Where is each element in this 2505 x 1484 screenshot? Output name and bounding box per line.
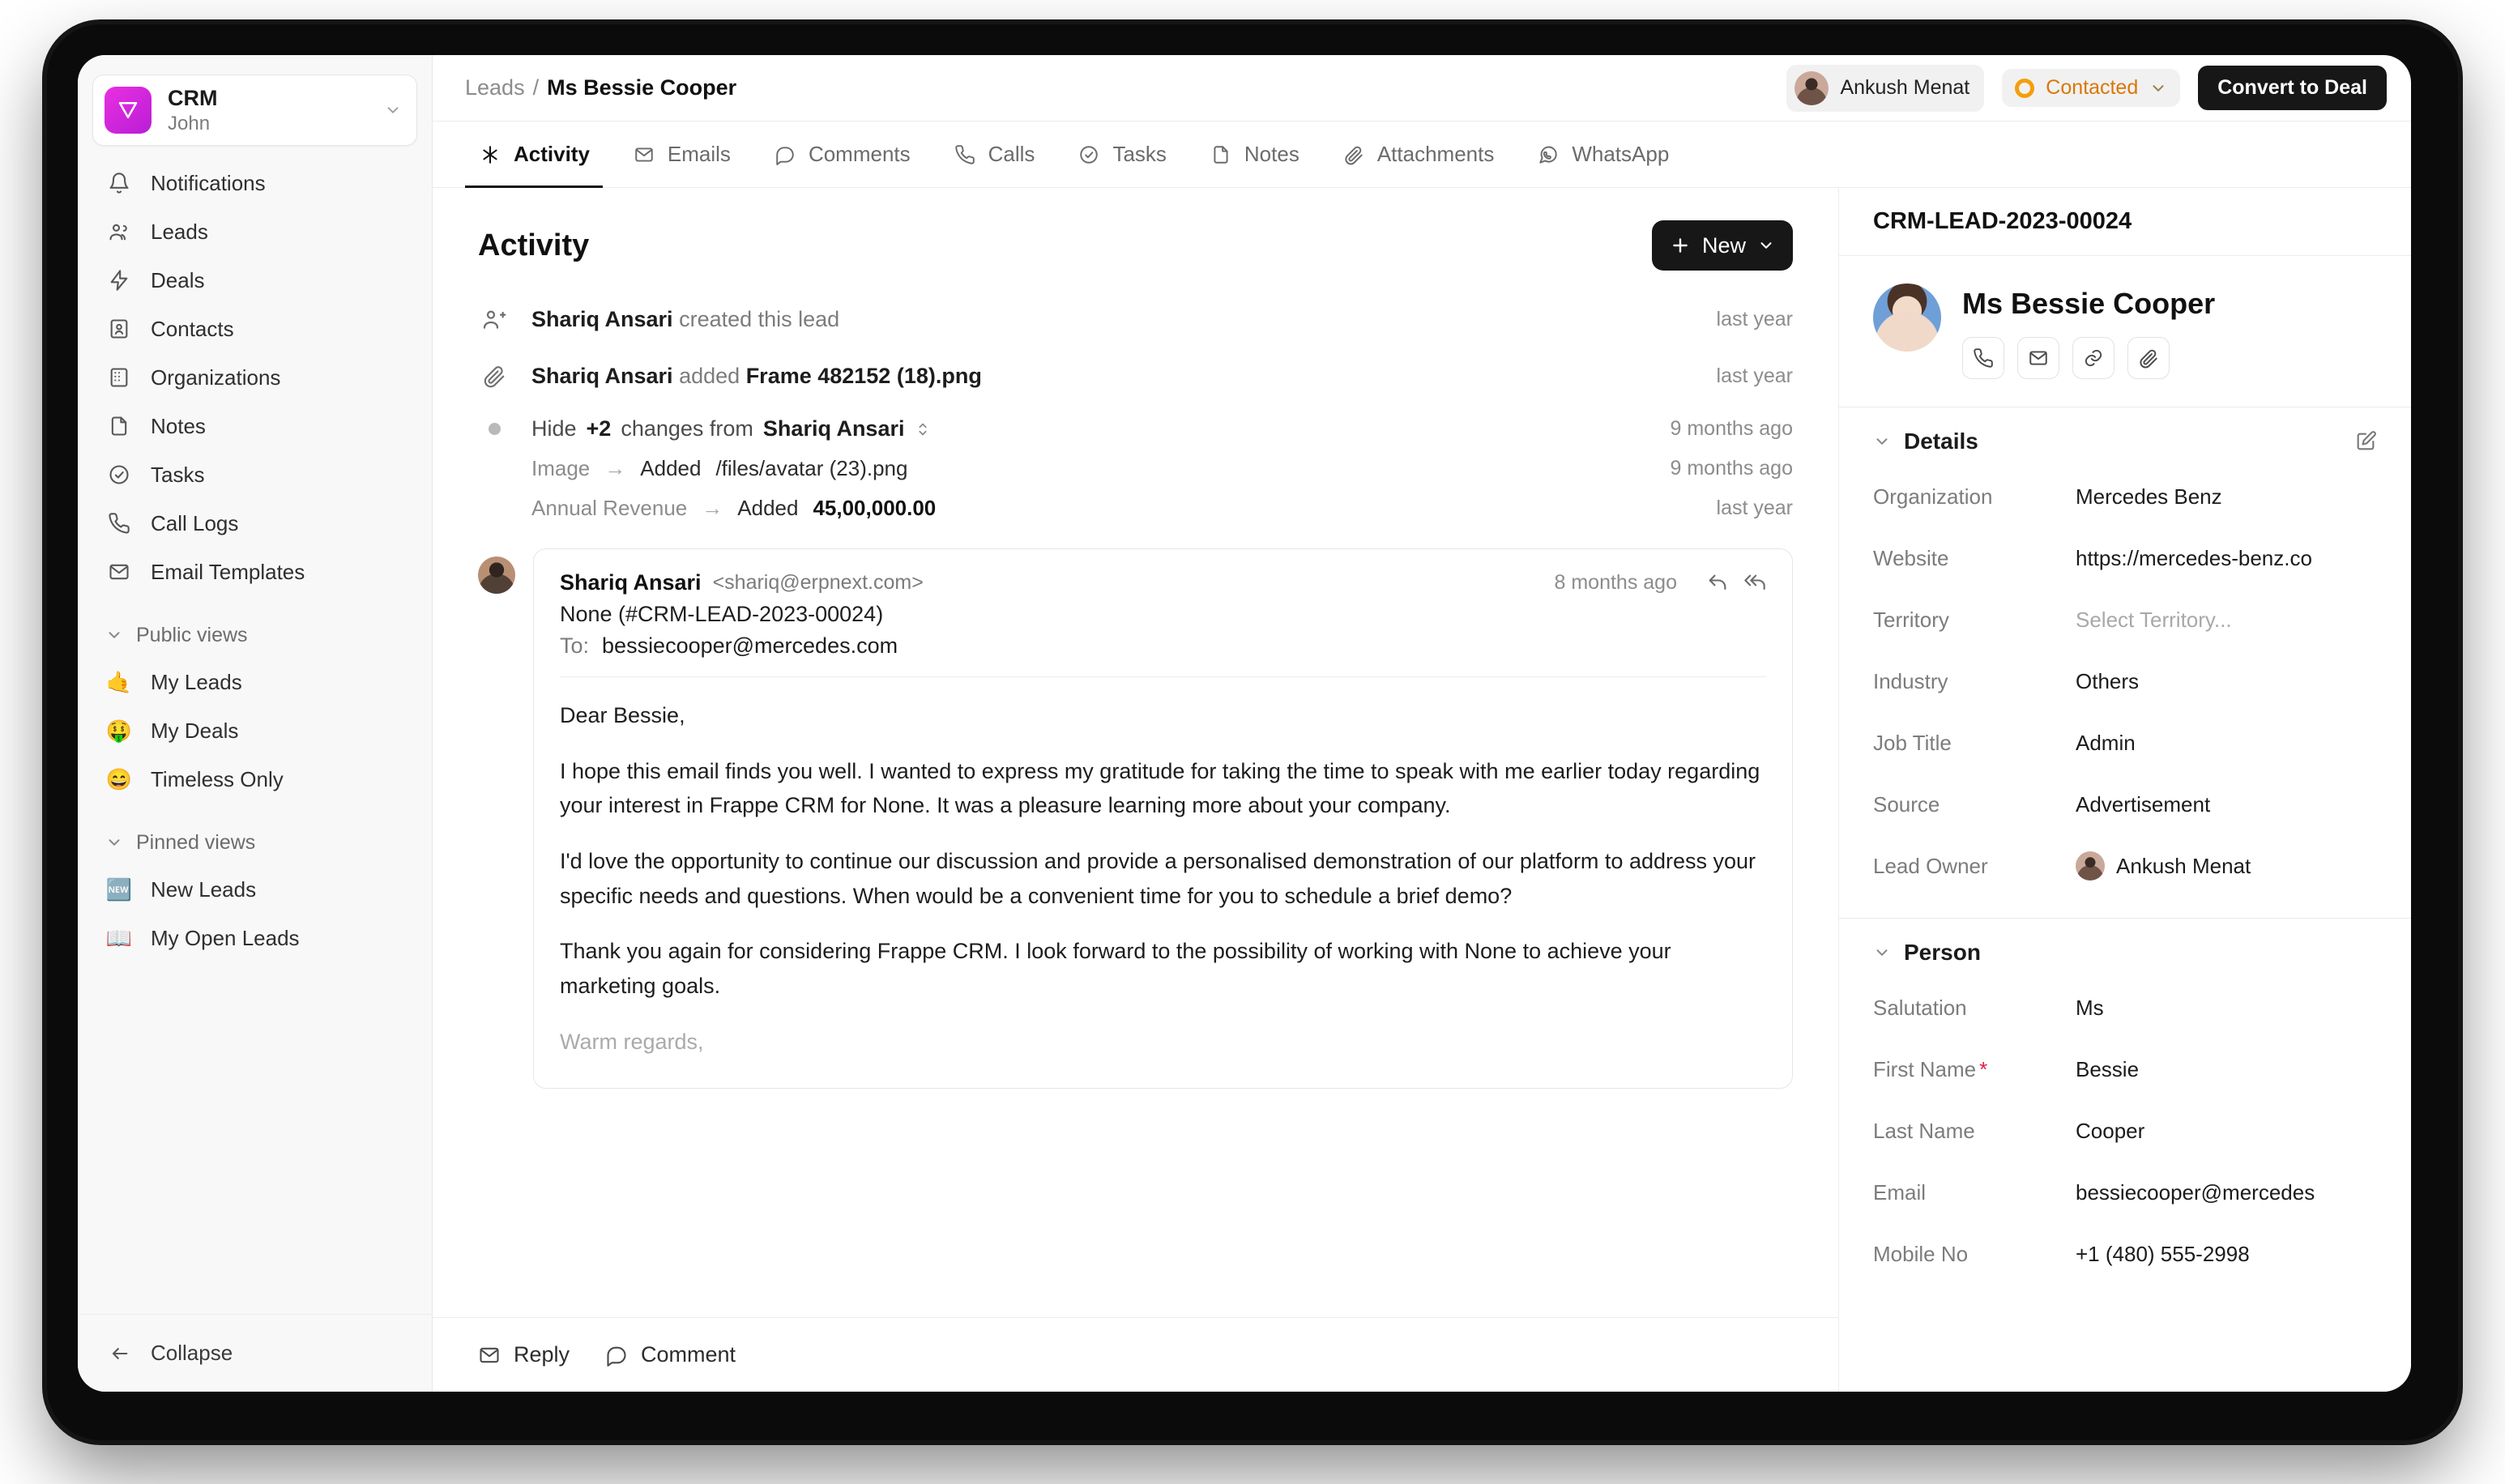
sidebar-item-timeless-only[interactable] xyxy=(92,755,417,804)
attachment-icon[interactable] xyxy=(2127,337,2170,379)
email-icon[interactable] xyxy=(2017,337,2059,379)
field-row-organization[interactable] xyxy=(1873,466,2377,527)
content-area xyxy=(433,188,2411,1392)
sidebar-item-organizations[interactable] xyxy=(92,353,417,402)
status-label: Contacted xyxy=(2046,76,2139,99)
sidebar-item-label: Organizations xyxy=(151,365,281,390)
person-title: Person xyxy=(1904,940,1981,965)
event-action: added xyxy=(679,363,740,388)
activity-event xyxy=(478,303,1793,335)
record-side-panel xyxy=(1839,188,2411,1392)
field-row-lead-owner[interactable] xyxy=(1873,835,2377,897)
comment-button[interactable] xyxy=(605,1342,736,1367)
field-value: Admin xyxy=(2076,730,2136,755)
avatar xyxy=(1794,71,1829,105)
field-value: Advertisement xyxy=(2076,791,2211,817)
tab-emails[interactable] xyxy=(611,122,752,187)
change-action: Added xyxy=(737,496,799,520)
section-pinned-views[interactable] xyxy=(92,821,417,864)
main-area xyxy=(433,55,2411,1392)
tab-activity[interactable] xyxy=(457,122,611,187)
reply-all-icon[interactable] xyxy=(1743,572,1766,595)
arrow-right-icon: → xyxy=(604,456,626,480)
record-person-header xyxy=(1839,256,2411,407)
comment-icon xyxy=(773,143,797,167)
event-time: last year xyxy=(1716,307,1793,330)
tab-comments[interactable] xyxy=(752,122,932,187)
record-person-info xyxy=(1962,284,2215,379)
avatar xyxy=(478,556,515,594)
activity-event-text xyxy=(531,307,839,332)
tasks-icon xyxy=(105,461,133,488)
hide-label: Hide xyxy=(531,416,577,441)
email-time: 8 months ago xyxy=(1554,571,1677,594)
field-value: Ankush Menat xyxy=(2116,853,2251,878)
field-value-wrapper xyxy=(2076,851,2377,881)
phone-icon xyxy=(953,143,977,167)
person-add-icon xyxy=(478,303,510,335)
email-paragraph: Thank you again for considering Frappe CRM. I look forward to the possibility of working with None to achieve your marketing goals. xyxy=(560,939,1671,998)
activity-event-text xyxy=(531,364,982,389)
tab-label: Emails xyxy=(667,142,731,166)
field-label: Mobile No xyxy=(1873,1241,1969,1266)
change-action: Added xyxy=(640,456,702,480)
chevron-down-icon[interactable] xyxy=(384,101,405,119)
comment-label: Comment xyxy=(641,1342,736,1367)
tab-label: Calls xyxy=(988,142,1035,166)
event-action: created this lead xyxy=(679,306,840,331)
money-face-emoji-icon: 🤑 xyxy=(105,718,133,743)
phone-icon[interactable] xyxy=(1962,337,2004,379)
sidebar-item-label: My Open Leads xyxy=(151,925,300,950)
sidebar-item-label: Tasks xyxy=(151,462,205,487)
field-value: Ms xyxy=(2076,995,2104,1020)
hide-changes-toggle[interactable] xyxy=(531,416,932,441)
email-icon xyxy=(632,143,656,167)
sidebar-item-label: Timeless Only xyxy=(151,766,284,791)
sidebar-item-label: My Leads xyxy=(151,669,242,694)
sidebar-item-label: Notes xyxy=(151,413,206,438)
assignee-chip[interactable] xyxy=(1786,65,1984,112)
field-label: Job Title xyxy=(1873,730,1952,755)
activity-change-group xyxy=(478,416,1793,441)
email-body xyxy=(560,698,1766,1059)
details-fields xyxy=(1839,466,2411,911)
tab-label: Tasks xyxy=(1112,142,1167,166)
email-activity-block xyxy=(478,548,1793,1089)
field-value: +1 (480) 555-2998 xyxy=(2076,1241,2250,1266)
top-bar xyxy=(433,55,2411,122)
email-sender: Shariq Ansari xyxy=(560,570,702,595)
avatar xyxy=(1873,284,1941,352)
task-icon xyxy=(1077,143,1101,167)
email-paragraph: Dear Bessie, xyxy=(560,703,685,727)
email-actions xyxy=(1706,572,1766,595)
field-row-source[interactable] xyxy=(1873,774,2377,835)
chevron-down-icon xyxy=(1757,237,1775,254)
brand-text xyxy=(168,85,368,135)
field-label: Industry xyxy=(1873,668,1948,693)
new-activity-button[interactable] xyxy=(1652,220,1793,271)
contacts-icon xyxy=(105,315,133,343)
breadcrumb-leads[interactable]: Leads xyxy=(465,75,525,100)
person-fields xyxy=(1839,977,2411,1299)
organizations-icon xyxy=(105,364,133,391)
change-count: +2 xyxy=(586,416,612,441)
status-badge[interactable] xyxy=(2002,69,2180,107)
changes-label: changes from xyxy=(621,416,753,441)
email-header xyxy=(560,570,1766,595)
chevron-down-icon xyxy=(105,626,123,644)
activity-scroll-region[interactable] xyxy=(433,188,1838,1317)
change-row xyxy=(531,496,1793,521)
sidebar-item-leads[interactable] xyxy=(92,207,417,256)
email-card[interactable] xyxy=(533,548,1793,1089)
note-icon xyxy=(1209,143,1233,167)
change-time: 9 months ago xyxy=(1670,457,1793,480)
email-paragraph: I hope this email finds you well. I wanted to express my gratitude for taking the time to speak with me earlier today regarding your interest in Frappe CRM for None. It was a pleasure learning more about your company. xyxy=(560,758,1760,818)
attachment-icon xyxy=(1342,143,1366,167)
sidebar-item-deals[interactable] xyxy=(92,256,417,305)
hand-emoji-icon: 🤙 xyxy=(105,669,133,694)
sidebar-item-label: Notifications xyxy=(151,170,266,195)
record-id-row xyxy=(1839,188,2411,256)
sidebar-item-label: Call Logs xyxy=(151,510,239,535)
field-row-salutation[interactable] xyxy=(1873,977,2377,1038)
reply-button[interactable] xyxy=(478,1342,570,1367)
email-paragraph: Warm regards, xyxy=(560,1029,704,1054)
tab-label: Activity xyxy=(514,142,590,166)
sidebar-item-label: New Leads xyxy=(151,876,257,902)
breadcrumb xyxy=(465,75,736,100)
tab-calls[interactable] xyxy=(932,122,1056,187)
brand-username: John xyxy=(168,112,211,134)
leads-icon xyxy=(105,218,133,245)
breadcrumb-separator: / xyxy=(532,75,540,100)
smile-emoji-icon: 😄 xyxy=(105,766,133,791)
attachment-icon xyxy=(478,360,510,392)
workspace-switcher[interactable] xyxy=(92,75,417,146)
quick-actions xyxy=(1962,337,2215,379)
sidebar-item-call-logs[interactable] xyxy=(92,499,417,548)
sidebar-item-label: My Deals xyxy=(151,718,239,743)
sidebar-item-my-leads[interactable] xyxy=(92,658,417,706)
tab-tasks[interactable] xyxy=(1056,122,1187,187)
bell-icon xyxy=(105,169,133,197)
sidebar-item-label: Deals xyxy=(151,267,205,292)
link-icon[interactable] xyxy=(2072,337,2115,379)
email-to-label: To: xyxy=(560,633,590,658)
change-value: /files/avatar (23).png xyxy=(715,456,908,480)
field-value: Cooper xyxy=(2076,1118,2145,1143)
sidebar xyxy=(78,55,433,1392)
whatsapp-icon xyxy=(1536,143,1560,167)
notes-icon xyxy=(105,412,133,440)
change-field: Annual Revenue xyxy=(531,496,688,520)
email-icon xyxy=(478,1344,501,1367)
field-row-territory[interactable] xyxy=(1873,589,2377,650)
email-subject: None (#CRM-LEAD-2023-00024) xyxy=(560,602,884,626)
arrow-right-icon: → xyxy=(702,496,723,520)
field-label-wrapper xyxy=(1873,1057,2076,1082)
change-row xyxy=(531,456,1793,481)
collapse-icon xyxy=(105,1340,133,1367)
field-label: Source xyxy=(1873,791,1940,817)
event-actor: Shariq Ansari xyxy=(531,363,673,388)
change-time: last year xyxy=(1716,497,1793,519)
section-label: Pinned views xyxy=(136,830,256,854)
chevron-down-icon xyxy=(2149,79,2167,97)
book-emoji-icon: 📖 xyxy=(105,925,133,950)
chevron-down-icon xyxy=(105,834,123,851)
comment-icon xyxy=(605,1344,628,1367)
plus-icon xyxy=(1670,235,1691,256)
change-value: 45,00,000.00 xyxy=(813,496,937,520)
field-label: First Name xyxy=(1873,1056,1977,1081)
field-value: https://mercedes-benz.co xyxy=(2076,545,2312,570)
chevron-down-icon xyxy=(1873,944,1891,962)
tab-label: WhatsApp xyxy=(1572,142,1670,166)
sidebar-nav xyxy=(78,154,432,962)
breadcrumb-current: Ms Bessie Cooper xyxy=(547,75,737,100)
person-section-header[interactable] xyxy=(1839,919,2411,977)
phone-icon xyxy=(105,510,133,537)
sidebar-item-my-deals[interactable] xyxy=(92,706,417,755)
activity-pane xyxy=(433,188,1839,1392)
sidebar-item-new-leads[interactable] xyxy=(92,865,417,914)
field-label: Organization xyxy=(1873,484,1993,509)
required-marker: * xyxy=(1979,1056,1988,1081)
chevron-down-icon xyxy=(1873,433,1891,450)
collapse-sidebar-button[interactable] xyxy=(78,1314,432,1392)
section-label: Public views xyxy=(136,623,248,646)
brand-title: CRM xyxy=(168,86,218,110)
field-row-first-name[interactable] xyxy=(1873,1038,2377,1100)
status-dot-icon xyxy=(2015,79,2034,98)
email-recipient-row xyxy=(560,633,1766,659)
field-label: Website xyxy=(1873,545,1949,570)
sidebar-item-contacts[interactable] xyxy=(92,305,417,353)
field-row-mobile-no[interactable] xyxy=(1873,1223,2377,1285)
change-field: Image xyxy=(531,456,591,480)
divider xyxy=(560,676,1766,677)
field-value: Mercedes Benz xyxy=(2076,484,2222,509)
activity-footer-bar xyxy=(433,1317,1838,1392)
activity-header xyxy=(478,220,1793,271)
collapse-label: Collapse xyxy=(151,1341,233,1365)
field-row-website[interactable] xyxy=(1873,527,2377,589)
sidebar-item-notes[interactable] xyxy=(92,402,417,450)
field-label: Salutation xyxy=(1873,995,1967,1020)
record-person-name: Ms Bessie Cooper xyxy=(1962,287,2216,320)
section-public-views[interactable] xyxy=(92,614,417,656)
field-row-email[interactable] xyxy=(1873,1162,2377,1223)
event-object: Frame 482152 (18).png xyxy=(745,363,982,388)
convert-to-deal-button[interactable]: Convert to Deal xyxy=(2198,66,2387,110)
field-label: Territory xyxy=(1873,607,1949,632)
reply-icon[interactable] xyxy=(1706,572,1729,595)
edit-icon[interactable] xyxy=(2354,430,2377,453)
sidebar-item-my-open-leads[interactable] xyxy=(92,914,417,962)
field-row-last-name[interactable] xyxy=(1873,1100,2377,1162)
field-label: Email xyxy=(1873,1179,1927,1205)
tab-bar xyxy=(433,122,2411,188)
group-time: 9 months ago xyxy=(1670,417,1793,440)
sidebar-item-label: Email Templates xyxy=(151,559,305,584)
activity-event xyxy=(478,360,1793,392)
new-emoji-icon: 🆕 xyxy=(105,876,133,902)
deals-icon xyxy=(105,267,133,294)
bullet-icon xyxy=(478,423,510,435)
activity-icon xyxy=(478,143,502,167)
sidebar-item-label: Leads xyxy=(151,219,208,244)
tab-notes[interactable] xyxy=(1188,122,1321,187)
sidebar-item-label: Contacts xyxy=(151,316,234,341)
crm-logo-icon xyxy=(105,87,151,134)
record-id: CRM-LEAD-2023-00024 xyxy=(1873,208,2132,234)
change-actor: Shariq Ansari xyxy=(762,416,905,441)
field-row-industry[interactable] xyxy=(1873,650,2377,712)
sidebar-item-email-templates[interactable] xyxy=(92,548,417,596)
sidebar-item-notifications[interactable] xyxy=(92,159,417,207)
field-value: bessiecooper@mercedes xyxy=(2076,1179,2315,1205)
new-button-label: New xyxy=(1701,232,1746,258)
mail-icon xyxy=(105,558,133,586)
field-value: Bessie xyxy=(2076,1056,2140,1081)
tab-attachments[interactable] xyxy=(1321,122,1516,187)
email-to-value: bessiecooper@mercedes.com xyxy=(602,633,898,658)
crm-application xyxy=(78,55,2411,1392)
email-paragraph: I'd love the opportunity to continue our discussion and provide a personalised demonstration of our platform to address your specific needs and questions. When would be a convenient time for you to schedule a brief demo? xyxy=(560,848,1756,908)
assignee-name: Ankush Menat xyxy=(1840,76,1970,99)
event-time: last year xyxy=(1716,364,1793,387)
field-row-job-title[interactable] xyxy=(1873,712,2377,774)
field-label: Last Name xyxy=(1873,1118,1975,1143)
tab-whatsapp[interactable] xyxy=(1515,122,1690,187)
field-value: Select Territory... xyxy=(2076,607,2232,632)
tab-label: Notes xyxy=(1244,142,1299,166)
tab-label: Attachments xyxy=(1376,142,1495,166)
sidebar-item-tasks[interactable] xyxy=(92,450,417,499)
details-section-header[interactable] xyxy=(1839,407,2411,466)
reply-label: Reply xyxy=(514,1342,570,1367)
event-actor: Shariq Ansari xyxy=(531,306,673,331)
field-label: Lead Owner xyxy=(1873,853,1988,878)
details-title: Details xyxy=(1904,429,1978,454)
chevron-updown-icon xyxy=(914,420,932,438)
top-bar-actions xyxy=(1786,65,2387,112)
field-value: Others xyxy=(2076,668,2140,693)
email-sender-address: <shariq@erpnext.com> xyxy=(712,571,924,594)
page-title: Activity xyxy=(478,228,590,262)
tab-label: Comments xyxy=(808,142,911,166)
avatar xyxy=(2076,851,2105,881)
